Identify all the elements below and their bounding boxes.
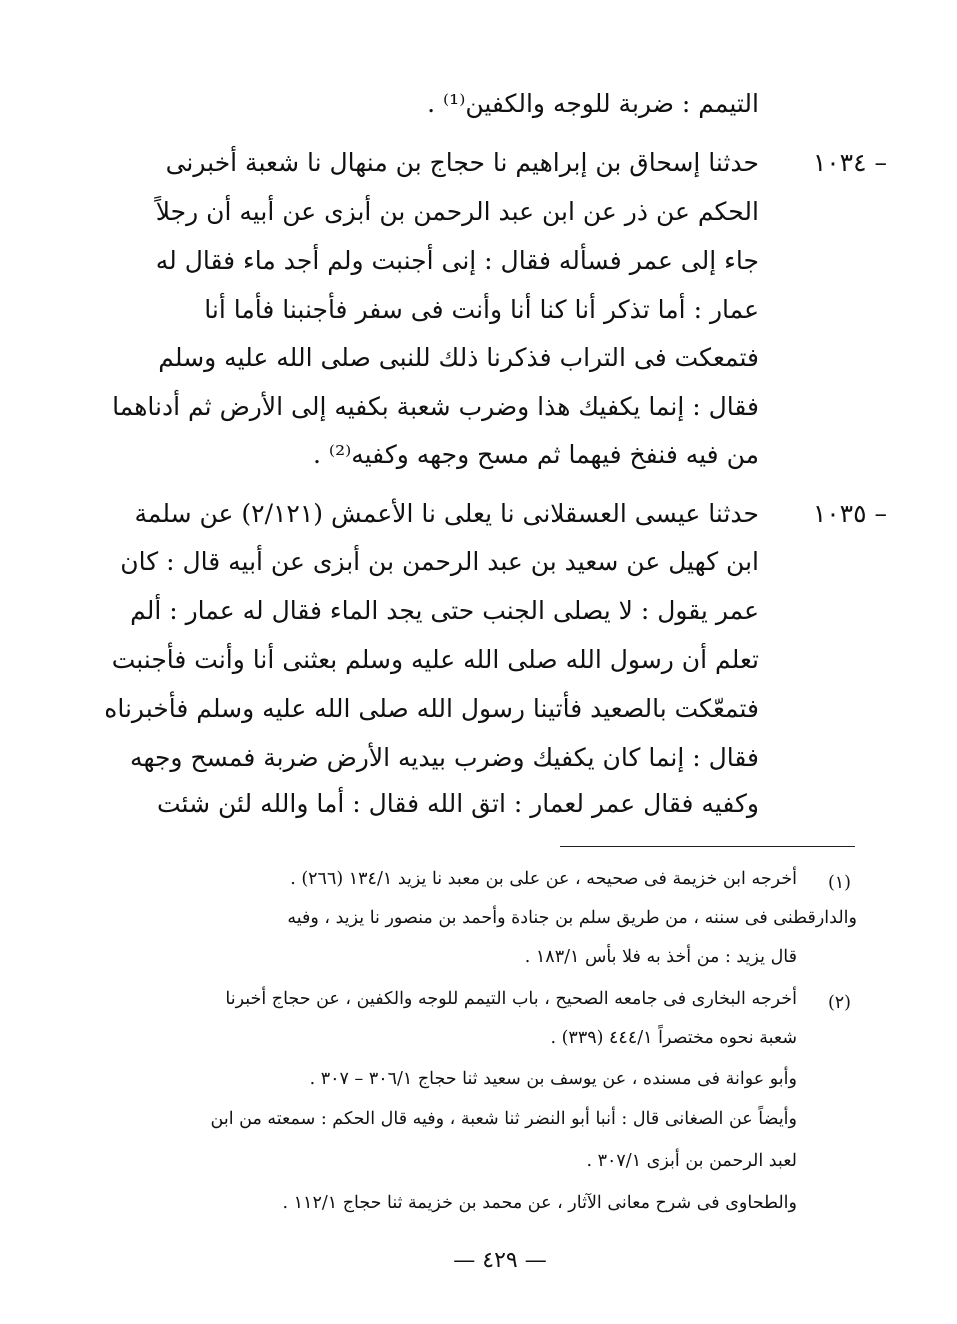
page-number: — ٤٢٩ — — [453, 1248, 547, 1273]
intro-line: التيمم : ضربة للوجه والكفين⁽¹⁾ . — [427, 89, 759, 118]
hadith-1034-line-4: عمار : أما تذكر أنا كنا أنا وأنت فى سفر فأجنبنا فأما أنا — [204, 295, 759, 324]
footnote-1-line-1: أخرجه ابن خزيمة فى صحيحه ، عن على بن معبد نا يزيد ١٣٤/١ (٢٦٦) . — [290, 869, 797, 889]
hadith-1034-line-1: حدثنا إسحاق بن إبراهيم نا حجاج بن منهال نا شعبة أخبرنى — [165, 148, 759, 177]
footnote-divider — [560, 846, 855, 847]
hadith-1035-line-1: حدثنا عيسى العسقلانى نا يعلى نا الأعمش (٢/١٢١) عن سلمة — [134, 499, 759, 528]
footnote-marker-1: (١) — [827, 873, 851, 893]
hadith-1035-line-6: فقال : إنما كان يكفيك وضرب بيديه الأرض ضربة فمسح وجهه — [130, 743, 759, 772]
hadith-1035-line-3: عمر يقول : لا يصلى الجنب حتى يجد الماء فقال له عمار : ألم — [130, 596, 759, 625]
hadith-1034-line-6: فقال : إنما يكفيك هذا وضرب شعبة بكفيه إلى الأرض ثم أدناهما — [112, 392, 759, 421]
footnote-2-line-3: وأبو عوانة فى مسنده ، عن يوسف بن سعيد ثنا حجاج ٣٠٦/١ – ٣٠٧ . — [309, 1069, 797, 1089]
hadith-1035-line-5: فتمعّكت بالصعيد فأتينا رسول الله صلى الله عليه وسلم فأخبرناه — [104, 694, 759, 723]
hadith-1034-line-7: من فيه فنفخ فيهما ثم مسح وجهه وكفيه⁽²⁾ . — [313, 440, 759, 469]
footnote-2-line-2: شعبة نحوه مختصراً ٤٤٤/١ (٣٣٩) . — [550, 1028, 797, 1048]
hadith-number-1035: ١٠٣٥ – — [812, 499, 887, 528]
hadith-1034-line-2: الحكم عن ذر عن ابن عبد الرحمن بن أبزى عن أبيه أن رجلاً — [155, 197, 759, 226]
hadith-1034-line-3: جاء إلى عمر فسأله فقال : إنى أجنبت ولم أجد ماء فقال له — [155, 246, 759, 275]
hadith-1035-line-4: تعلم أن رسول الله صلى الله عليه وسلم بعثنى أنا وأنت فأجنبت — [111, 645, 759, 674]
footnote-2-line-4: وأيضاً عن الصغانى قال : أنبا أبو النضر ثنا شعبة ، وفيه قال الحكم : سمعته من ابن — [210, 1109, 797, 1129]
hadith-1035-line-2: ابن كهيل عن سعيد بن عبد الرحمن بن أبزى عن أبيه قال : كان — [120, 547, 759, 576]
hadith-1034-line-5: فتمعكت فى التراب فذكرنا ذلك للنبى صلى الله عليه وسلم — [158, 343, 759, 372]
footnote-2-line-6: والطحاوى فى شرح معانى الآثار ، عن محمد بن خزيمة ثنا حجاج ١١٢/١ . — [282, 1193, 797, 1213]
footnote-2-line-1: أخرجه البخارى فى جامعه الصحيح ، باب التيمم للوجه والكفين ، عن حجاج أخبرنا — [225, 989, 797, 1009]
footnote-2-line-5: لعبد الرحمن بن أبزى ٣٠٧/١ . — [586, 1151, 797, 1171]
footnote-1-line-3: قال يزيد : من أخذ به فلا بأس ١٨٣/١ . — [524, 947, 797, 967]
hadith-1035-line-7: وكفيه فقال عمر لعمار : اتق الله فقال : أما والله لئن شئت — [156, 789, 759, 818]
hadith-number-1034: ١٠٣٤ – — [812, 148, 887, 177]
footnote-1-line-2: والدارقطنى فى سننه ، من طريق سلم بن جنادة وأحمد بن منصور نا يزيد ، وفيه — [287, 908, 857, 928]
footnote-marker-2: (٢) — [827, 993, 851, 1013]
